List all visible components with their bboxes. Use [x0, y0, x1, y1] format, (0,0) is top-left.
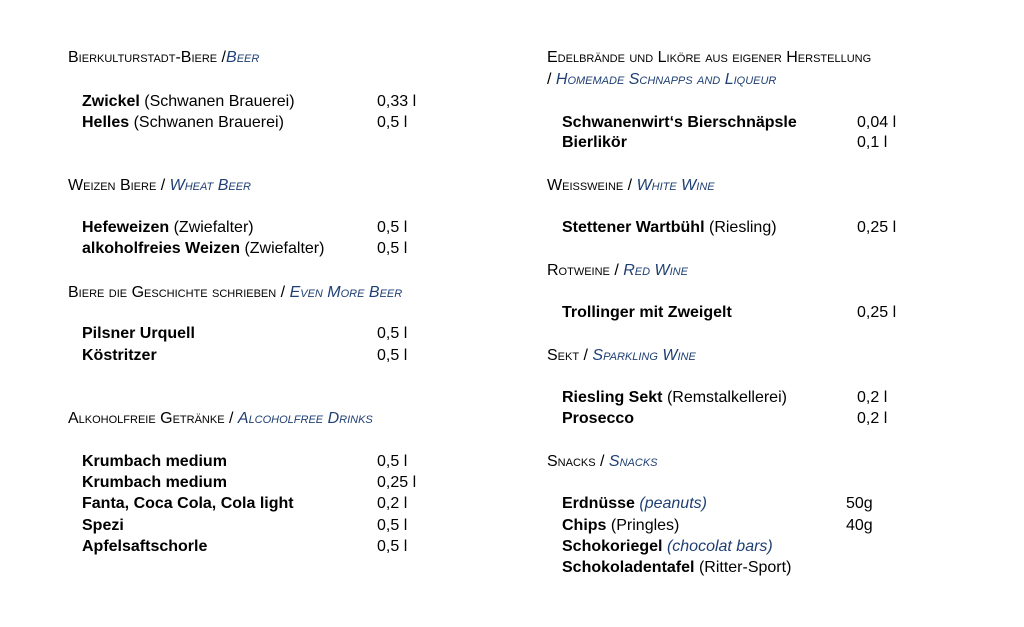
item-name: Fanta, Coca Cola, Cola light [82, 495, 294, 512]
item-name: Helles [82, 114, 130, 131]
item-name: Stettener Wartbühl [562, 219, 705, 236]
heading-de: Edelbrände und Liköre aus eigener Herstellung [547, 49, 872, 66]
item-name: Riesling Sekt [562, 389, 663, 406]
item-name: alkoholfreies Weizen [82, 240, 240, 257]
item-name: Köstritzer [82, 347, 157, 364]
item-name: Bierlikör [562, 134, 627, 151]
item-amount: 0,25 l [857, 304, 897, 321]
section-heading-beer [68, 47, 259, 69]
section-heading-white-wine [547, 175, 715, 197]
menu-item [562, 493, 873, 514]
item-name: Schokoladentafel [562, 559, 695, 576]
heading-de: Alkoholfreie Getränke / [68, 410, 234, 427]
item-amount: 0,5 l [377, 347, 408, 364]
item-amount: 40g [846, 517, 873, 534]
heading-de: Bierkulturstadt-Biere / [68, 49, 227, 66]
item-subtitle: (Zwiefalter) [173, 219, 254, 236]
menu-item [82, 91, 417, 112]
menu-item [82, 451, 408, 472]
heading-de: Rotweine / [547, 262, 619, 279]
item-name: Hefeweizen [82, 219, 170, 236]
heading-en: Wheat Beer [169, 177, 251, 194]
item-subtitle: (Pringles) [610, 517, 680, 534]
heading-en: Red Wine [623, 262, 688, 279]
heading-de: Weißweine / [547, 177, 633, 194]
item-name: Schwanenwirt‘s Bierschnäpsle [562, 114, 797, 131]
menu-item [82, 493, 408, 514]
item-name: Zwickel [82, 93, 140, 110]
heading-en: Snacks [608, 453, 658, 470]
item-name: Erdnüsse [562, 495, 635, 512]
menu-item [562, 302, 897, 323]
item-subtitle: (chocolat bars) [666, 538, 773, 555]
item-amount: 0,33 l [377, 93, 417, 110]
item-amount: 0,2 l [857, 410, 888, 427]
item-subtitle: (Ritter-Sport) [698, 559, 792, 576]
item-name: Spezi [82, 517, 124, 534]
item-amount: 0,5 l [377, 219, 408, 236]
item-amount: 0,5 l [377, 517, 408, 534]
menu-item [82, 112, 408, 133]
menu-item [82, 536, 408, 557]
item-name: Pilsner Urquell [82, 325, 195, 342]
section-heading-sparkling-wine [547, 345, 696, 367]
item-amount: 0,1 l [857, 134, 888, 151]
item-subtitle: (Schwanen Brauerei) [144, 93, 295, 110]
item-subtitle: (Zwiefalter) [244, 240, 325, 257]
menu-item [82, 238, 408, 259]
heading-de: Snacks / [547, 453, 605, 470]
section-heading-red-wine [547, 260, 688, 282]
heading-de: Weizen Biere / [68, 177, 166, 194]
menu-item [562, 132, 888, 153]
section-heading-schnapps-en: / Homemade Schnapps and Liqueur [547, 71, 777, 88]
item-subtitle: (Riesling) [708, 219, 777, 236]
menu-item [562, 217, 897, 238]
item-amount: 0,5 l [377, 240, 408, 257]
item-amount: 0,5 l [377, 114, 408, 131]
item-amount: 0,5 l [377, 453, 408, 470]
heading-en: White Wine [636, 177, 715, 194]
menu-item [82, 515, 408, 536]
menu-item [562, 515, 873, 536]
menu-item [82, 345, 408, 366]
item-name: Prosecco [562, 410, 635, 427]
menu-item [562, 112, 897, 133]
item-amount: 50g [846, 495, 873, 512]
heading-en: Alcoholfree Drinks [237, 410, 373, 427]
section-heading-schnapps [547, 47, 871, 69]
heading-en: Beer [226, 49, 260, 66]
item-name: Schokoriegel [562, 538, 663, 555]
item-subtitle: (peanuts) [639, 495, 707, 512]
heading-en: Homemade Schnapps and Liqueur [555, 71, 777, 88]
item-subtitle: (Schwanen Brauerei) [133, 114, 284, 131]
item-amount: 0,5 l [377, 325, 408, 342]
section-heading-more-beer [68, 282, 402, 304]
section-heading-softdrinks [68, 408, 373, 430]
heading-de: Sekt / [547, 347, 588, 364]
menu-item [562, 536, 773, 557]
item-name: Trollinger mit Zweigelt [562, 304, 732, 321]
item-subtitle: (Remstalkellerei) [666, 389, 787, 406]
item-amount: 0,25 l [377, 474, 417, 491]
item-name: Krumbach medium [82, 474, 227, 491]
item-name: Chips [562, 517, 607, 534]
item-name: Krumbach medium [82, 453, 227, 470]
item-amount: 0,5 l [377, 538, 408, 555]
item-amount: 0,04 l [857, 114, 897, 131]
section-heading-wheat-beer [68, 175, 251, 197]
item-amount: 0,25 l [857, 219, 897, 236]
heading-de: Biere die Geschichte schrieben / [68, 284, 286, 301]
menu-item [562, 408, 888, 429]
item-amount: 0,2 l [377, 495, 408, 512]
menu-item [562, 557, 791, 578]
menu-item [82, 472, 417, 493]
menu-item [562, 387, 888, 408]
heading-en: Even More Beer [289, 284, 403, 301]
section-heading-snacks [547, 451, 658, 473]
menu-item [82, 323, 408, 344]
menu-item [82, 217, 408, 238]
heading-en: Sparkling Wine [592, 347, 696, 364]
item-name: Apfelsaftschorle [82, 538, 208, 555]
item-amount: 0,2 l [857, 389, 888, 406]
